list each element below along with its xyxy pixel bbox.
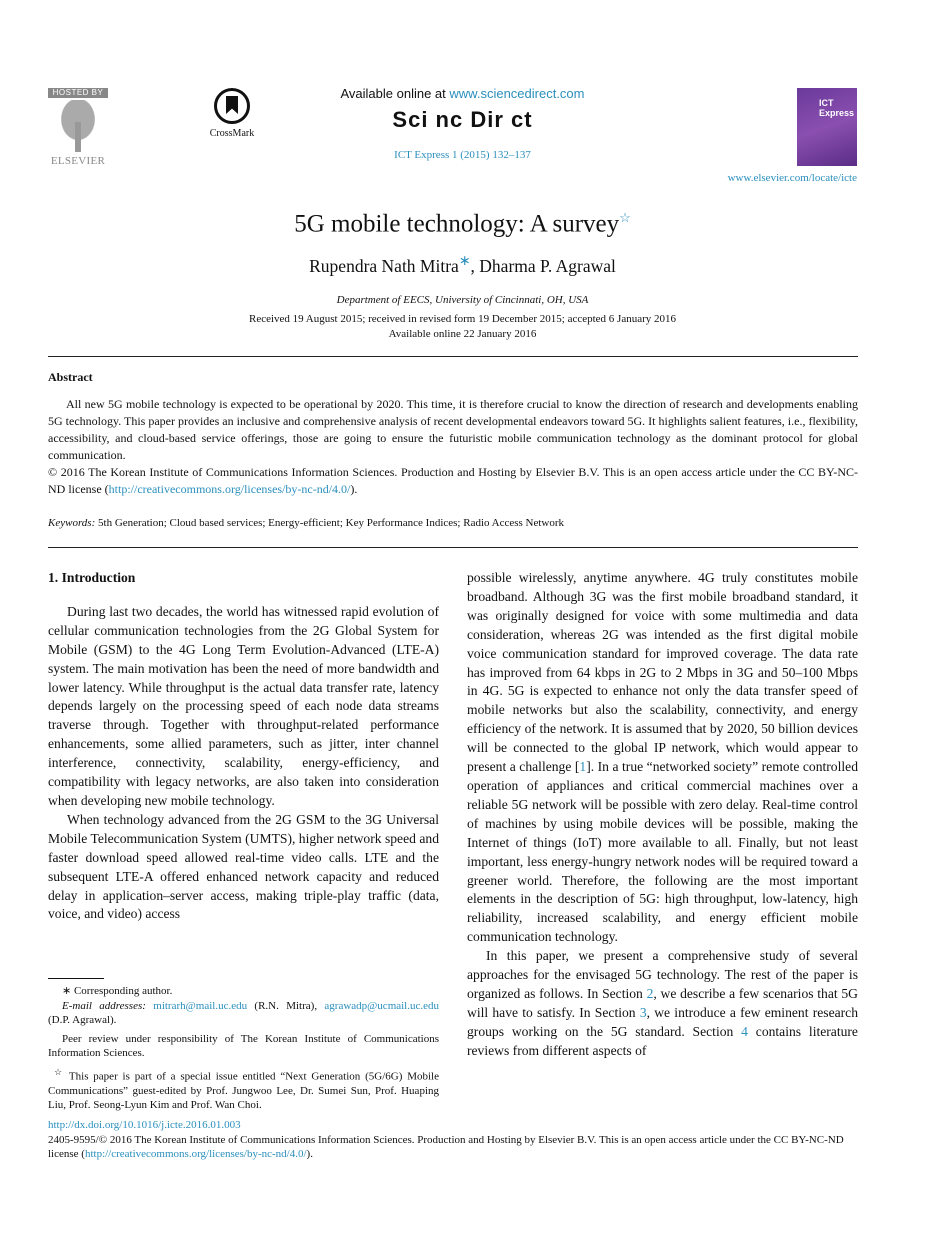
email-link[interactable]: agrawadp@ucmail.uc.edu — [324, 999, 440, 1012]
text: In this paper, we present a comprehensive study of several approaches for the envisaged 5G technology. The rest of the paper is organized as follows. In Section — [467, 948, 858, 1001]
abstract-body — [48, 396, 858, 498]
footnote-mark: ∗ — [62, 985, 72, 997]
journal-homepage-link[interactable]: www.elsevier.com/locate/icte — [727, 172, 857, 184]
footnote-peer-review: Peer review under responsibility of The Korean Institute of Communications Information Sciences. — [48, 1032, 439, 1059]
text: possible wirelessly, anytime anywhere. 4G truly constitutes mobile broadband. Although 3G was the first mobile broadband standard, it was originally designed for voice with some multimedia and data consideration, whereas 2G was intended as the first digital mobile voice communication standard for improved coverage. The data rate has improved from 64 kbps in 2G to 2 Mbps in 3G and 50–100 Mbps in 4G. 5G is expected to enhance not only the data transfer speed of mobile networks but also the scalability, connectivity, and energy efficiency of the network. It is assumed that by 2020, 50 billion devices will be connected to the global IP network, which would appear to present a challenge [ — [467, 570, 858, 775]
copyright-text: © 2016 The Korean Institute of Communications Information Sciences. Production and Hosting by Elsevier B.V. This is an open access article under the CC BY-NC-ND license ( — [48, 465, 858, 496]
keywords-text: 5th Generation; Cloud based services; Energy-efficient; Key Performance Indices; Radio Access Network — [95, 517, 565, 529]
paragraph: During last two decades, the world has witnessed rapid evolution of cellular communication technologies from the 2G Global System for Mobile (GSM) to the 4G Long Term Evolution-Advanced (LTE-A) system. The main motivation has been the need of more bandwidth and lower latency. While throughput is the actual data transfer rate, latency depends largely on the processing speed of each node data streams traverse through. Together with throughput-related performance enhancements, some allied parameters, such as jitter, inter channel interference, connectivity, scalability, energy-efficiency, and compatibility with legacy networks, are also taken into consideration when developing new mobile technology. — [48, 603, 439, 808]
footnotes — [48, 978, 439, 1117]
hosted-by-label: HOSTED BY — [48, 88, 108, 98]
dates — [0, 312, 925, 342]
footnote-corresponding — [48, 984, 439, 999]
divider — [48, 547, 858, 548]
title-text: 5G mobile technology: A survey — [294, 210, 620, 238]
keywords — [48, 517, 564, 529]
text: ]. In a true “networked society” remote controlled operation of appliances and critical commercial machines over a reliable 5G network will be possible with zero delay. Real-time control of machines by using mobile devices will be possible, making the Internet of things (IoT) more available to all. Finally, but not least important, less energy-hungry network nodes will be required toward a greener world. Therefore, the following are the most important elements in the description of 5G: high throughput, low-latency, high reliability, increased scalability, and energy efficient mobile communication technology. — [467, 759, 858, 945]
crossmark-label: CrossMark — [209, 128, 255, 139]
copyright-end: ). — [350, 482, 358, 496]
abstract-copyright — [48, 464, 858, 498]
crossmark-icon — [214, 88, 250, 124]
author-1: Rupendra Nath Mitra — [309, 256, 459, 276]
sciencedirect-logo: Sci nc Dir ct — [392, 107, 533, 132]
footnote-rule — [48, 978, 104, 979]
received-dates: Received 19 August 2015; received in revised form 19 December 2015; accepted 6 January 2016 — [248, 313, 677, 325]
section-heading: 1. Introduction — [48, 570, 136, 585]
text: , we describe a few scenarios that 5G will have to satisfy. In Section — [467, 985, 858, 1020]
journal-header — [250, 86, 675, 161]
right-column — [467, 569, 858, 1061]
section-link[interactable]: 2 — [646, 985, 654, 1001]
reference-link[interactable]: 1 — [579, 759, 587, 775]
elsevier-tree-icon — [49, 100, 107, 155]
title-footnote-mark[interactable]: ☆ — [619, 210, 631, 225]
text: ). — [306, 1148, 313, 1160]
elsevier-logo[interactable] — [48, 88, 108, 167]
paragraph — [467, 569, 858, 947]
abstract-text: All new 5G mobile technology is expected to be operational by 2020. This time, it is therefore crucial to know the direction of research and developments enabling 5G technology. This paper provides an inclusive and comprehensive analysis of recent developmental endeavors toward 5G. It highlights salient features, i.e., flexibility, accessibility, and cloud-based service offerings, those are going to ensure the futuristic mobile communication technology as the dominant protocol for global communication. — [48, 397, 858, 462]
keywords-label: Keywords: — [48, 517, 96, 529]
doi-link[interactable]: http://dx.doi.org/10.1016/j.icte.2016.01.003 — [48, 1119, 241, 1131]
journal-cover-image[interactable] — [797, 88, 857, 166]
author-2: , Dharma P. Agrawal — [470, 256, 616, 276]
divider — [48, 356, 858, 357]
page-footer — [48, 1118, 863, 1162]
text: (D.P. Agrawal). — [48, 1014, 117, 1026]
publisher-name: ELSEVIER — [50, 155, 106, 167]
text: , we introduce a few eminent research groups working on the 5G standard. Section — [467, 1004, 858, 1039]
cover-title: ICT Express — [819, 98, 855, 118]
email-label: E-mail addresses: — [62, 999, 146, 1012]
authors — [0, 256, 925, 277]
license-link[interactable]: http://creativecommons.org/licenses/by-nc-nd/4.0/ — [84, 1148, 307, 1160]
text: Corresponding author. — [71, 985, 173, 997]
available-online — [250, 86, 675, 101]
affiliation: Department of EECS, University of Cincinnati, OH, USA — [336, 294, 589, 306]
footnote-special-issue — [48, 1065, 439, 1113]
paragraph: When technology advanced from the 2G GSM to the 3G Universal Mobile Telecommunication System (UMTS), higher network speed and faster download speed allowed real-time video calls. LTE and the subsequent LTE-A offered enhanced network capacity and reduced delay in application–server access, making triple-play traffic (data, voice, and video) access — [48, 811, 439, 922]
sciencedirect-link[interactable]: www.sciencedirect.com — [449, 86, 585, 101]
corresponding-author-mark[interactable]: ∗ — [458, 254, 471, 270]
text: This paper is part of a special issue entitled “Next Generation (5G/6G) Mobile Communications” guest-edited by Prof. Jungwoo Lee, Dr. Sumei Sun, Prof. Huaping Liu, Prof. Seong-Lyun Kim and Prof. Wan Choi. — [48, 1070, 439, 1112]
section-link[interactable]: 3 — [639, 1004, 647, 1020]
text: contains literature reviews from different aspects of — [467, 1023, 858, 1058]
section-link[interactable]: 4 — [741, 1023, 748, 1039]
footnote-emails — [48, 999, 439, 1028]
paper-title — [0, 210, 925, 238]
abstract-heading: Abstract — [48, 370, 93, 384]
paragraph — [467, 947, 858, 1060]
star-icon: ☆ — [54, 1066, 65, 1077]
email-link[interactable]: mitrarh@mail.uc.edu — [153, 999, 248, 1012]
available-online-date: Available online 22 January 2016 — [388, 328, 537, 340]
left-column — [48, 569, 439, 924]
available-prefix: Available online at — [340, 86, 450, 101]
text: (R.N. Mitra), — [247, 999, 318, 1012]
journal-citation[interactable]: ICT Express 1 (2015) 132–137 — [394, 149, 531, 161]
license-link[interactable]: http://creativecommons.org/licenses/by-nc-nd/4.0/ — [108, 482, 351, 496]
issn-copyright: 2405-9595/© 2016 The Korean Institute of Communications Information Sciences. Production and Hosting by Elsevier B.V. This is an open access article under the CC BY-NC-ND license ( — [48, 1133, 844, 1160]
